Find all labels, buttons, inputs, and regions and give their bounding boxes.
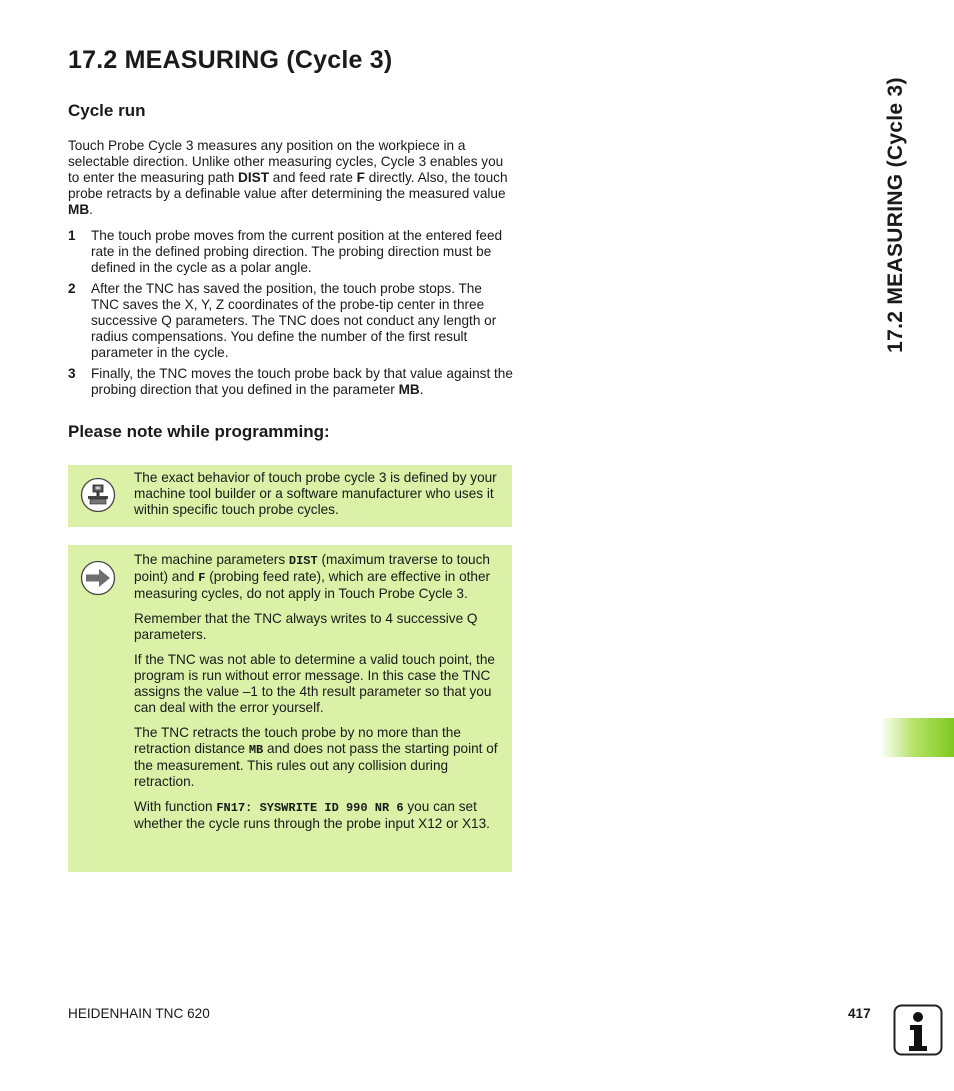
info-icon (893, 1004, 943, 1056)
chapter-thumb-tab (880, 718, 954, 757)
intro-paragraph: Touch Probe Cycle 3 measures any position on the workpiece in a selectable direction. Unlike other measuring cycles, Cycle 3 enables you to enter the measuring path DIST and feed rate F directly. Also, the touch probe retracts by a definable value after determining the measured value MB. (68, 138, 508, 217)
list-item: 3 Finally, the TNC moves the touch probe back by that value against the probing direction that you defined in the parameter MB. (68, 366, 513, 397)
machine-icon (80, 477, 116, 513)
note-paragraph: With function FN17: SYSWRITE ID 990 NR 6 you can set whether the cycle runs through the probe input X12 or X13. (134, 799, 490, 831)
section-heading-cycle-run: Cycle run (68, 101, 146, 120)
footer-product-name: HEIDENHAIN TNC 620 (68, 1006, 210, 1021)
note-paragraph: The TNC retracts the touch probe by no more than the retraction distance MB and does not pass the starting point of the measurement. This rules out any collision during retraction. (134, 725, 498, 789)
page-number: 417 (848, 1006, 871, 1021)
note-paragraph: If the TNC was not able to determine a valid touch point, the program is run without error message. In this case the TNC assigns the value –1 to the 4th result parameter so that you can deal with the error yourself. (134, 652, 495, 715)
note-text: The exact behavior of touch probe cycle 3 is defined by your machine tool builder or a software manufacturer who uses it within specific touch probe cycles. (134, 470, 497, 517)
note-paragraph: Remember that the TNC always writes to 4 successive Q parameters. (134, 611, 478, 642)
note-box-machine (68, 465, 512, 527)
page-title: 17.2 MEASURING (Cycle 3) (68, 46, 393, 74)
list-item: 1 The touch probe moves from the current position at the entered feed rate in the defined probing direction. The probing direction must be defined in the cycle as a polar angle. (68, 228, 503, 275)
list-item: 2 After the TNC has saved the position, the touch probe stops. The TNC saves the X, Y, Z coordinates of the probe-tip center in three successive Q parameters. The TNC does not conduct any length or radius compensations. You define the number of the first result parameter in the cycle. (68, 281, 497, 360)
cycle-steps-list (68, 228, 513, 403)
arrow-right-icon (80, 560, 116, 596)
note-paragraph: The machine parameters DIST (maximum traverse to touch point) and F (probing feed rate), which are effective in other measuring cycles, do not apply in Touch Probe Cycle 3. (134, 552, 491, 601)
side-chapter-title: 17.2 MEASURING (Cycle 3) (884, 77, 907, 353)
section-heading-notes: Please note while programming: (68, 422, 330, 441)
note-box-programming (68, 545, 512, 872)
